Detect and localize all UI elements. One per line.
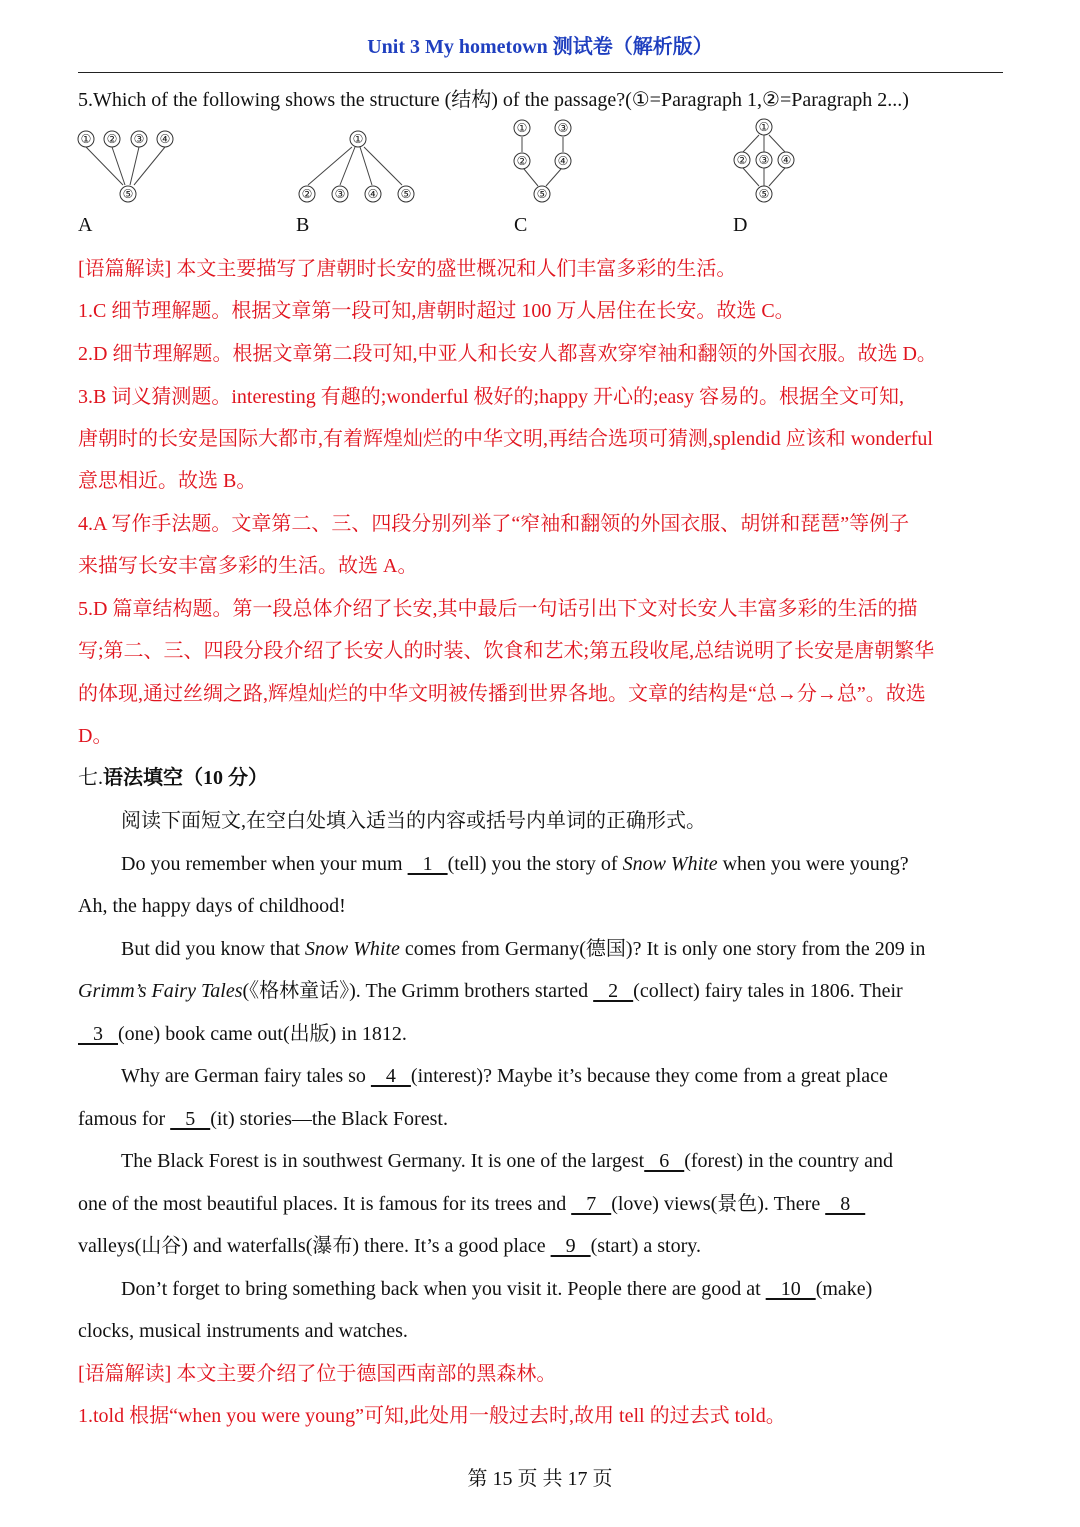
section-7-title: 语法填空（10 分） [103, 767, 268, 789]
answer-5-line-2: 写;第二、三、四段分段介绍了长安人的时装、饮食和艺术;第五段收尾,总结说明了长安是唐朝繁华 [78, 640, 935, 662]
answer-5-line-3: 的体现,通过丝绸之路,辉煌灿烂的中华文明被传播到世界各地。文章的结构是“总→分→总”。故选 [78, 683, 926, 705]
blank-3: 3 [78, 1023, 118, 1045]
option-d-label: D [733, 214, 748, 236]
answer-5-line-1: 5.D 篇章结构题。第一段总体介绍了长安,其中最后一句话引出下文对长安人丰富多彩的生活的描 [78, 598, 918, 620]
passage-p2-line-3: 3 (one) book came out(出版) in 1812. [78, 1023, 407, 1045]
node-b-4: ④ [367, 187, 379, 201]
answer-3-line-3: 意思相近。故选 B。 [78, 470, 257, 492]
node-a-3: ③ [133, 132, 145, 146]
passage-p4-line-1: The Black Forest is in southwest Germany. It is one of the largest 6 (forest) in the country and [121, 1150, 894, 1172]
option-c-label: C [514, 214, 528, 236]
analysis-1-intro: [语篇解读] 本文主要描写了唐朝时长安的盛世概况和人们丰富多彩的生活。 [78, 258, 737, 280]
node-a-2: ② [106, 132, 118, 146]
blank-4: 4 [370, 1065, 411, 1087]
passage-p3-line-2: famous for 5 (it) stories—the Black Forest. [78, 1108, 448, 1130]
option-b-label: B [296, 214, 310, 236]
node-d-5: ⑤ [758, 187, 770, 201]
blank-10: 10 [765, 1278, 816, 1300]
answer-4-line-2: 来描写长安丰富多彩的生活。故选 A。 [78, 555, 418, 577]
node-c-2: ③ [557, 121, 569, 135]
blank-9: 9 [550, 1235, 591, 1257]
node-b-1: ① [352, 132, 364, 146]
passage-p2-line-1: But did you know that Snow White comes from Germany(德国)? It is only one story from the 209 in [121, 938, 926, 960]
structure-diagrams [0, 0, 1080, 240]
section-7-number: 七. [78, 767, 103, 789]
passage-p1-line-1: Do you remember when your mum 1 (tell) you the story of Snow White when you were young? [121, 853, 909, 875]
page-header-title: Unit 3 My hometown 测试卷（解析版） [367, 36, 713, 58]
node-d-2: ② [736, 153, 748, 167]
node-a-5: ⑤ [122, 187, 134, 201]
passage-p5-line-1: Don’t forget to bring something back when you visit it. People there are good at 10 (make) [121, 1278, 873, 1300]
option-a-label: A [78, 214, 93, 236]
answer-1: 1.C 细节理解题。根据文章第一段可知,唐朝时超过 100 万人居住在长安。故选 C。 [78, 300, 795, 322]
node-a-1: ① [80, 132, 92, 146]
node-c-3: ② [516, 154, 528, 168]
node-b-2: ② [301, 187, 313, 201]
question-5-stem: 5.Which of the following shows the structure (结构) of the passage?(①=Paragraph 1,②=Paragraph 2...) [78, 89, 909, 111]
node-c-5: ⑤ [536, 187, 548, 201]
blank-1: 1 [407, 853, 448, 875]
analysis-2-intro: [语篇解读] 本文主要介绍了位于德国西南部的黑森林。 [78, 1363, 557, 1385]
node-d-4: ④ [780, 153, 792, 167]
answer-3-line-2: 唐朝时的长安是国际大都市,有着辉煌灿烂的中华文明,再结合选项可猜测,splendid 应该和 wonderful [78, 428, 933, 450]
passage-p3-line-1: Why are German fairy tales so 4 (interest)? Maybe it’s because they come from a great place [121, 1065, 888, 1087]
node-c-1: ① [516, 121, 528, 135]
blank-8: 8 [825, 1193, 866, 1215]
node-b-3: ③ [334, 187, 346, 201]
answer-3-line-1: 3.B 词义猜测题。interesting 有趣的;wonderful 极好的;happy 开心的;easy 容易的。根据全文可知, [78, 386, 905, 408]
node-c-4: ④ [557, 154, 569, 168]
blank-6: 6 [644, 1150, 685, 1172]
node-d-1: ① [758, 120, 770, 134]
passage-p4-line-3: valleys(山谷) and waterfalls(瀑布) there. It’s a good place 9 (start) a story. [78, 1235, 701, 1257]
section-7-instruction: 阅读下面短文,在空白处填入适当的内容或括号内单词的正确形式。 [121, 810, 706, 832]
answer-5-line-4: D。 [78, 725, 113, 747]
blank-7: 7 [571, 1193, 612, 1215]
node-d-3: ③ [758, 153, 770, 167]
passage-p4-line-2: one of the most beautiful places. It is famous for its trees and 7 (love) views(景色). There 8 [78, 1193, 866, 1215]
passage-p2-line-2: Grimm’s Fairy Tales(《格林童话》). The Grimm brothers started 2 (collect) fairy tales in 1806. Their [78, 980, 903, 1002]
blank-5: 5 [170, 1108, 211, 1130]
passage-p1-line-2: Ah, the happy days of childhood! [78, 895, 346, 917]
answer-grammar-1: 1.told 根据“when you were young”可知,此处用一般过去时,故用 tell 的过去式 told。 [78, 1405, 786, 1427]
passage-p5-line-2: clocks, musical instruments and watches. [78, 1320, 408, 1342]
answer-4-line-1: 4.A 写作手法题。文章第二、三、四段分别列举了“窄袖和翻领的外国衣服、胡饼和琵琶”等例子 [78, 513, 910, 535]
page-number: 第 15 页 共 17 页 [467, 1468, 613, 1490]
node-a-4: ④ [159, 132, 171, 146]
section-7-heading [78, 765, 1008, 791]
blank-2: 2 [593, 980, 634, 1002]
node-b-5: ⑤ [400, 187, 412, 201]
answer-2: 2.D 细节理解题。根据文章第二段可知,中亚人和长安人都喜欢穿窄袖和翻领的外国衣服。故选 D。 [78, 343, 937, 365]
